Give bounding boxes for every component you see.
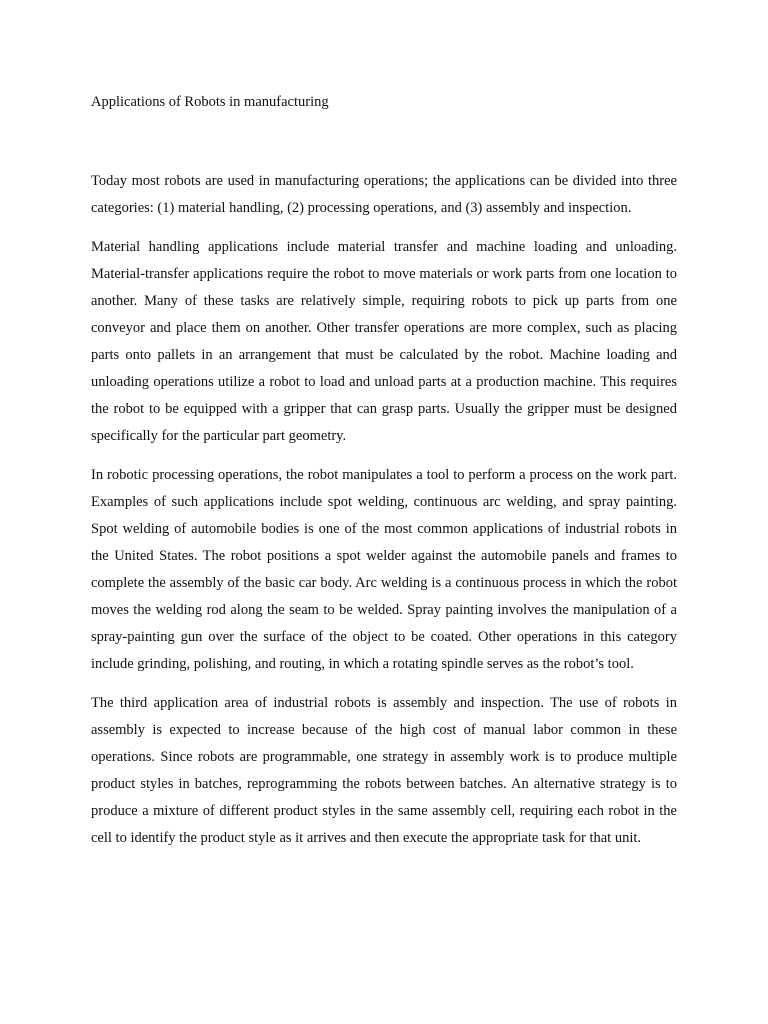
document-body <box>91 168 677 864</box>
paragraph-assembly-inspection: The third application area of industrial robots is assembly and inspection. The use of robots in assembly is expected to increase because of the high cost of manual labor common in these operations. Since robots are programmable, one strategy in assembly work is to produce multiple product styles in batches, reprogramming the robots between batches. An alternative strategy is to produce a mixture of different product styles in the same assembly cell, requiring each robot in the cell to identify the product style as it arrives and then execute the appropriate task for that unit. <box>91 695 677 846</box>
paragraph-intro: Today most robots are used in manufacturing operations; the applications can be divided into three categories: (1) material handling, (2) processing operations, and (3) assembly and inspection. <box>91 173 677 216</box>
paragraph-processing-operations: In robotic processing operations, the robot manipulates a tool to perform a process on the work part. Examples of such applications include spot welding, continuous arc welding, and spray painting. Spot welding of automobile bodies is one of the most common applications of industrial robots in the United States. The robot positions a spot welder against the automobile panels and frames to complete the assembly of the basic car body. Arc welding is a continuous process in which the robot moves the welding rod along the seam to be welded. Spray painting involves the manipulation of a spray-painting gun over the surface of the object to be coated. Other operations in this category include grinding, polishing, and routing, in which a rotating spindle serves as the robot’s tool. <box>91 467 677 672</box>
document-title: Applications of Robots in manufacturing <box>91 94 329 110</box>
paragraph-material-handling: Material handling applications include material transfer and machine loading and unloading. Material-transfer applications require the robot to move materials or work parts from one location to another. Many of these tasks are relatively simple, requiring robots to pick up parts from one conveyor and place them on another. Other transfer operations are more complex, such as placing parts onto pallets in an arrangement that must be calculated by the robot. Machine loading and unloading operations utilize a robot to load and unload parts at a production machine. This requires the robot to be equipped with a gripper that can grasp parts. Usually the gripper must be designed specifically for the particular part geometry. <box>91 239 677 444</box>
